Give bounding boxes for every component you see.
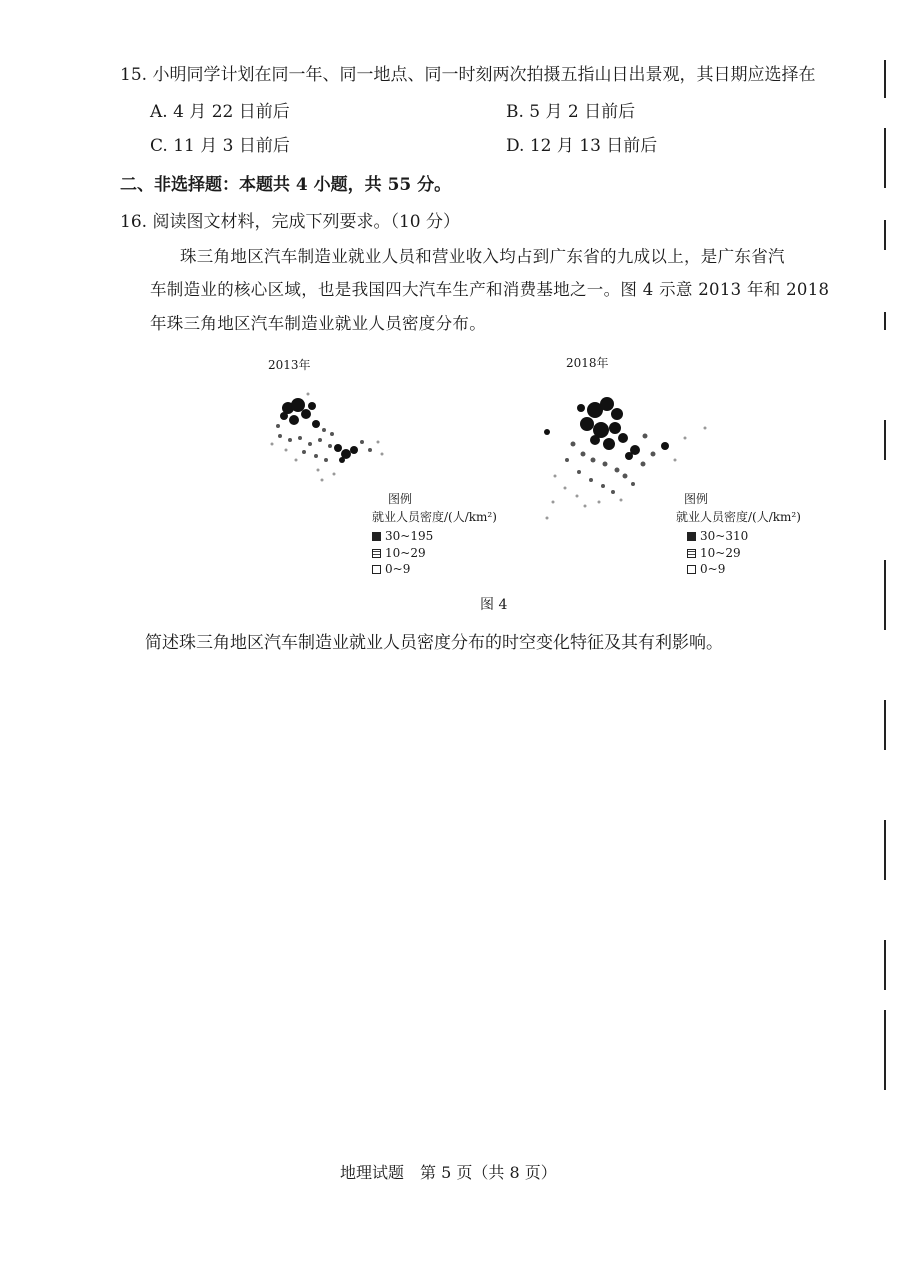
map-2013-legend-high xyxy=(372,529,433,543)
legend-label: 0~9 xyxy=(385,562,411,576)
scan-edge-mark xyxy=(884,128,886,188)
legend-swatch-low xyxy=(687,565,696,574)
legend-swatch-low xyxy=(372,565,381,574)
legend-label: 10~29 xyxy=(385,546,426,560)
figure-caption: 图 4 xyxy=(480,597,508,613)
scan-edge-mark xyxy=(884,312,886,330)
page-footer: 地理试题 第 5 页（共 8 页） xyxy=(340,1163,557,1182)
q15-option-a: A. 4 月 22 日前后 xyxy=(150,102,290,122)
scan-edge-mark xyxy=(884,820,886,880)
scan-edge-mark xyxy=(884,940,886,990)
legend-swatch-mid xyxy=(372,549,381,558)
map-2013-density-map xyxy=(258,380,398,490)
map-2018-title: 2018年 xyxy=(566,356,609,370)
map-2013-legend-title: 图例 xyxy=(388,492,413,506)
question-16-stem: 16. 阅读图文材料，完成下列要求。（10 分） xyxy=(120,212,460,232)
legend-swatch-mid xyxy=(687,549,696,558)
scan-edge-mark xyxy=(884,220,886,250)
map-2018-legend-high xyxy=(687,529,748,543)
map-2018-legend-title: 图例 xyxy=(684,492,709,506)
section-2-header: 二、非选择题：本题共 4 小题，共 55 分。 xyxy=(120,175,452,195)
legend-swatch-high xyxy=(372,532,381,541)
legend-swatch-high xyxy=(687,532,696,541)
scan-edge-mark xyxy=(884,60,886,98)
map-2013-legend-mid xyxy=(372,546,426,560)
q16-paragraph-line-1: 珠三角地区汽车制造业就业人员和营业收入均占到广东省的九成以上，是广东省汽 xyxy=(180,247,785,266)
scan-edge-mark xyxy=(884,420,886,460)
map-2013-title: 2013年 xyxy=(268,358,311,372)
legend-label: 10~29 xyxy=(700,546,741,560)
scan-edge-mark xyxy=(884,700,886,750)
q16-paragraph-line-2: 车制造业的核心区域，也是我国四大汽车生产和消费基地之一。图 4 示意 2013 年和 2018 xyxy=(150,280,830,299)
q15-option-b: B. 5 月 2 日前后 xyxy=(506,102,636,122)
legend-label: 30~195 xyxy=(385,529,434,543)
map-2013-legend-low xyxy=(372,562,410,576)
q15-option-d: D. 12 月 13 日前后 xyxy=(506,136,658,156)
q15-option-c: C. 11 月 3 日前后 xyxy=(150,136,290,156)
map-2018-legend-subtitle: 就业人员密度/(人/km²) xyxy=(676,510,801,524)
map-2018-legend-mid xyxy=(687,546,741,560)
legend-label: 30~310 xyxy=(700,529,749,543)
scan-edge-mark xyxy=(884,560,886,630)
question-15-stem: 15. 小明同学计划在同一年、同一地点、同一时刻两次拍摄五指山日出景观，其日期应选择在 xyxy=(120,65,816,85)
scan-edge-mark xyxy=(884,1010,886,1090)
map-2018-legend-low xyxy=(687,562,725,576)
q16-question-prompt: 简述珠三角地区汽车制造业就业人员密度分布的时空变化特征及其有利影响。 xyxy=(145,633,723,653)
legend-label: 0~9 xyxy=(700,562,726,576)
map-2013-legend-subtitle: 就业人员密度/(人/km²) xyxy=(372,510,497,524)
q16-paragraph-line-3: 年珠三角地区汽车制造业就业人员密度分布。 xyxy=(150,314,486,333)
